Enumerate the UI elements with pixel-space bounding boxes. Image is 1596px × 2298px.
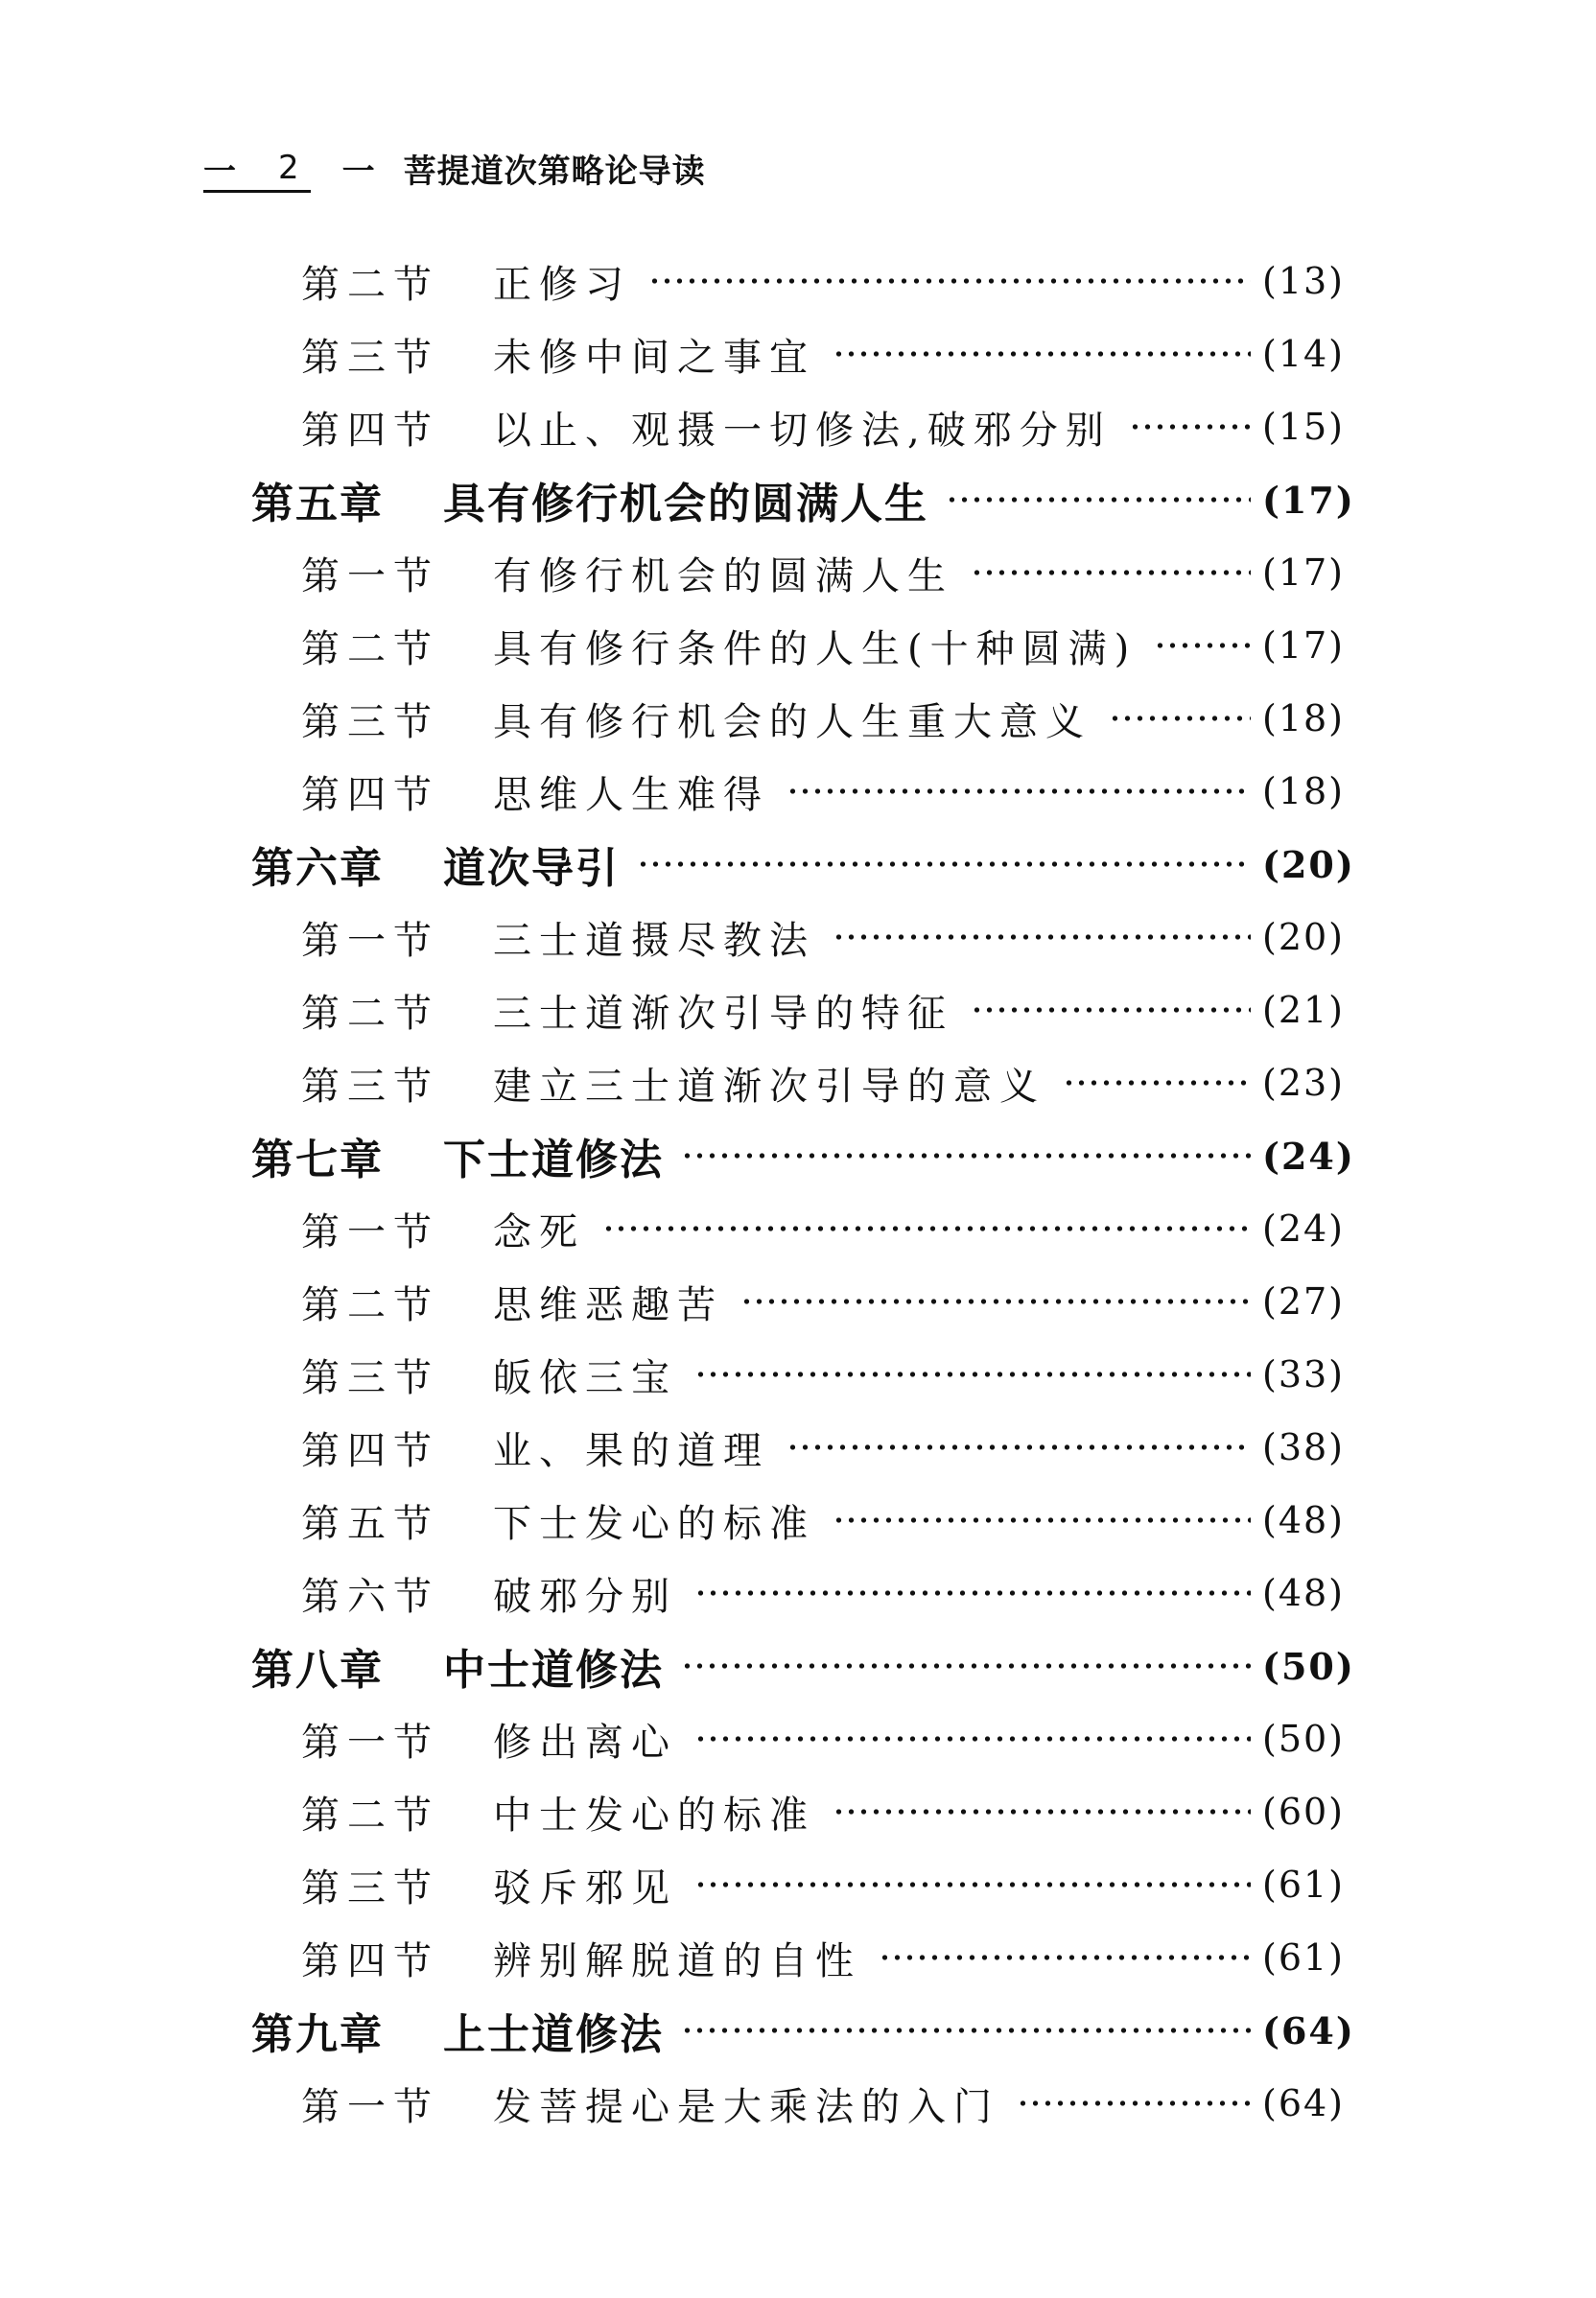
toc-page-number: (13): [1262, 260, 1346, 302]
toc-section-label: 第四节: [301, 1938, 439, 1983]
dot-leader: [602, 1209, 1251, 1248]
dot-leader: [833, 918, 1251, 956]
toc-section-title: 中士发心的标准: [493, 1793, 815, 1838]
toc-page-number: (61): [1262, 1936, 1346, 1979]
dot-leader: [833, 1501, 1251, 1539]
toc-section-label: 第一节: [301, 1209, 439, 1255]
toc-page-number: (50): [1262, 1644, 1355, 1688]
toc-section-title: 建立三士道渐次引导的意义: [493, 1064, 1045, 1109]
toc-section-title: 正修习: [493, 262, 631, 307]
toc-section-label: 第四节: [301, 772, 439, 817]
toc-chapter-title: 道次导引: [443, 844, 620, 893]
toc-chapter-title: 中士道修法: [443, 1646, 664, 1695]
toc-section-title: 修出离心: [493, 1720, 677, 1765]
toc-page-number: (48): [1262, 1499, 1346, 1541]
toc-section-label: 第三节: [301, 335, 439, 380]
dot-leader: [971, 991, 1251, 1029]
toc-section: [0, 1775, 1596, 1848]
dot-leader: [879, 1938, 1251, 1977]
toc-section: [0, 1484, 1596, 1557]
toc-section-title: 辨别解脱道的自性: [493, 1938, 861, 1983]
dot-leader: [786, 1428, 1251, 1466]
dot-leader: [971, 553, 1251, 592]
toc-chapter-label: 第七章: [251, 1136, 384, 1184]
toc-section: [0, 973, 1596, 1046]
toc-page-number: (60): [1262, 1791, 1346, 1833]
toc-page-number: (27): [1262, 1280, 1346, 1323]
toc-section: [0, 1338, 1596, 1411]
toc-section-label: 第四节: [301, 1428, 439, 1473]
toc-section-label: 第一节: [301, 1720, 439, 1765]
toc-page-number: (64): [1262, 2082, 1346, 2124]
dot-leader: [637, 845, 1251, 883]
toc-chapter-title: 上士道修法: [443, 2010, 664, 2059]
toc-section-title: 皈依三宝: [493, 1355, 677, 1400]
toc-section-title: 思维人生难得: [493, 772, 769, 817]
toc-section-title: 发菩提心是大乘法的入门: [493, 2084, 999, 2129]
dot-leader: [1109, 699, 1251, 738]
toc-section: [0, 901, 1596, 973]
toc-section-title: 念死: [493, 1209, 585, 1255]
toc-section: [0, 317, 1596, 390]
toc-section-label: 第二节: [301, 626, 439, 671]
toc-page-number: (18): [1262, 697, 1346, 739]
toc-section-label: 第一节: [301, 918, 439, 963]
toc-chapter: [0, 463, 1596, 536]
toc-section: [0, 755, 1596, 828]
toc-section: [0, 390, 1596, 463]
toc-section-label: 第一节: [301, 553, 439, 598]
toc-section-label: 第二节: [301, 1793, 439, 1838]
toc-section: [0, 2067, 1596, 2140]
header-dash-right: 一: [341, 152, 376, 191]
dot-leader: [833, 1793, 1251, 1831]
toc-page-number: (20): [1262, 842, 1355, 886]
toc-section: [0, 1192, 1596, 1265]
toc-section-title: 以止、观摄一切修法,破邪分别: [493, 408, 1112, 453]
toc-section-title: 具有修行条件的人生(十种圆满): [493, 626, 1138, 671]
toc-section-title: 三士道摄尽教法: [493, 918, 815, 963]
toc-section-title: 驳斥邪见: [493, 1865, 677, 1911]
dot-leader: [694, 1355, 1251, 1394]
dot-leader: [694, 1720, 1251, 1758]
toc-page-number: (38): [1262, 1426, 1346, 1468]
toc-page-number: (18): [1262, 770, 1346, 812]
toc-page-number: (24): [1262, 1134, 1355, 1178]
dot-leader: [1129, 408, 1251, 446]
running-header: [203, 144, 706, 192]
page-number: 2: [278, 149, 300, 187]
toc-section: [0, 1702, 1596, 1775]
toc-chapter-label: 第八章: [251, 1646, 384, 1695]
toc-chapter: [0, 1630, 1596, 1702]
dot-leader: [833, 335, 1251, 373]
toc-section-label: 第二节: [301, 1282, 439, 1327]
toc-page-number: (14): [1262, 333, 1346, 375]
toc-section-label: 第一节: [301, 2084, 439, 2129]
dot-leader: [946, 481, 1251, 519]
toc-chapter: [0, 828, 1596, 901]
dot-leader: [681, 1647, 1251, 1685]
toc-section: [0, 609, 1596, 682]
toc-page-number: (24): [1262, 1208, 1346, 1250]
toc-chapter-label: 第六章: [251, 844, 384, 893]
toc-section: [0, 245, 1596, 317]
dot-leader: [1063, 1064, 1251, 1102]
toc-section: [0, 1848, 1596, 1921]
toc-chapter-title: 下士道修法: [443, 1136, 664, 1184]
toc-page-number: (33): [1262, 1353, 1346, 1395]
toc-section-title: 业、果的道理: [493, 1428, 769, 1473]
toc-section-title: 有修行机会的圆满人生: [493, 553, 953, 598]
toc-page-number: (21): [1262, 989, 1346, 1031]
dot-leader: [1154, 626, 1251, 665]
toc-section-label: 第二节: [301, 991, 439, 1036]
toc-section-title: 破邪分别: [493, 1574, 677, 1619]
toc-section-label: 第三节: [301, 1355, 439, 1400]
dot-leader: [694, 1574, 1251, 1612]
toc-page-number: (50): [1262, 1718, 1346, 1760]
table-of-contents: [0, 245, 1596, 2140]
toc-section: [0, 1046, 1596, 1119]
dot-leader: [740, 1282, 1251, 1321]
toc-page-number: (64): [1262, 2008, 1355, 2052]
toc-chapter: [0, 1119, 1596, 1192]
toc-page-number: (17): [1262, 478, 1355, 522]
toc-section-title: 未修中间之事宜: [493, 335, 815, 380]
toc-page-number: (20): [1262, 916, 1346, 958]
toc-section-title: 下士发心的标准: [493, 1501, 815, 1546]
toc-page-number: (48): [1262, 1572, 1346, 1614]
toc-chapter: [0, 1994, 1596, 2067]
toc-section-label: 第五节: [301, 1501, 439, 1546]
toc-section: [0, 1921, 1596, 1994]
toc-section-label: 第三节: [301, 1064, 439, 1109]
toc-section-label: 第三节: [301, 1865, 439, 1911]
toc-section: [0, 1265, 1596, 1338]
toc-section: [0, 1411, 1596, 1484]
toc-page-number: (17): [1262, 551, 1346, 594]
toc-page-number: (61): [1262, 1864, 1346, 1906]
toc-page-number: (17): [1262, 624, 1346, 667]
toc-section-label: 第六节: [301, 1574, 439, 1619]
toc-page-number: (15): [1262, 406, 1346, 448]
toc-section-label: 第四节: [301, 408, 439, 453]
toc-page-number: (23): [1262, 1062, 1346, 1104]
toc-chapter-title: 具有修行机会的圆满人生: [443, 480, 928, 528]
header-dash-left: 一: [203, 152, 237, 191]
toc-section: [0, 682, 1596, 755]
toc-section: [0, 536, 1596, 609]
toc-section-title: 思维恶趣苦: [493, 1282, 723, 1327]
dot-leader: [681, 1137, 1251, 1175]
dot-leader: [694, 1865, 1251, 1904]
header-underline: [203, 190, 311, 193]
toc-section-title: 具有修行机会的人生重大意义: [493, 699, 1091, 744]
dot-leader: [648, 262, 1251, 300]
dot-leader: [786, 772, 1251, 810]
toc-section: [0, 1557, 1596, 1630]
dot-leader: [1017, 2084, 1251, 2122]
toc-section-title: 三士道渐次引导的特征: [493, 991, 953, 1036]
toc-chapter-label: 第九章: [251, 2010, 384, 2059]
toc-section-label: 第三节: [301, 699, 439, 744]
toc-chapter-label: 第五章: [251, 480, 384, 528]
book-title: 菩提道次第略论导读: [403, 152, 706, 191]
dot-leader: [681, 2011, 1251, 2050]
toc-section-label: 第二节: [301, 262, 439, 307]
